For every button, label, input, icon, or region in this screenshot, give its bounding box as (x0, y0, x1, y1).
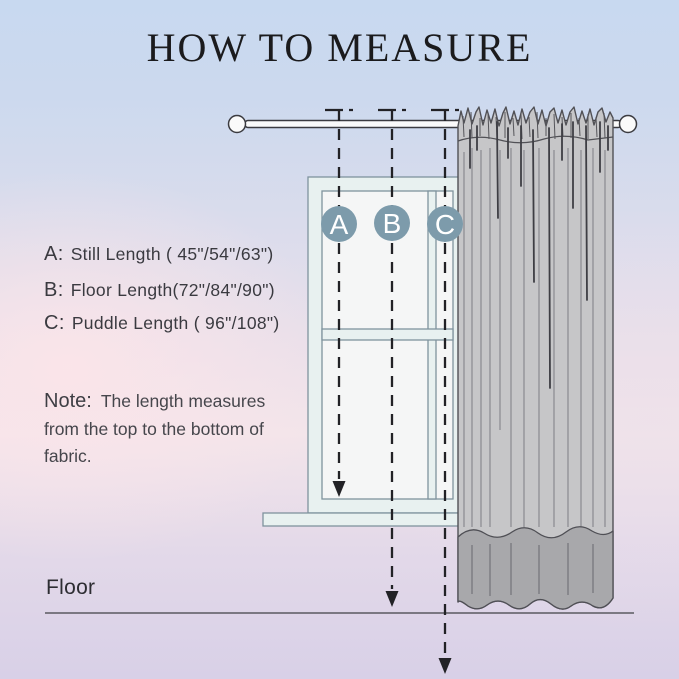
legend-text-c: Puddle Length ( 96"/108") (71, 313, 280, 333)
legend-row-still-length (44, 243, 274, 266)
note-block (44, 388, 304, 470)
legend-key-b: B: (44, 279, 64, 301)
legend-text-a: Still Length ( 45"/54"/63") (70, 244, 274, 264)
measure-markers (321, 205, 463, 242)
legend-row-floor-length (44, 279, 275, 302)
note-line1 (44, 388, 304, 416)
note-label: Note: (44, 390, 92, 412)
curtain (458, 107, 613, 609)
floor-label: Floor (46, 576, 96, 599)
legend-key-c: C: (44, 312, 65, 334)
window-sill (263, 513, 465, 526)
arrowhead-b-icon (386, 591, 399, 607)
rod-finial-left-icon (229, 116, 246, 133)
curtain-bottom-section (458, 527, 613, 609)
legend-row-puddle-length (44, 312, 280, 335)
marker-c-label: C (434, 209, 456, 240)
marker-a-label: A (329, 209, 349, 240)
rod-finial-right-icon (620, 116, 637, 133)
window-rail (322, 329, 453, 340)
marker-b-label: B (382, 208, 402, 239)
arrowhead-c-icon (439, 658, 452, 674)
page-title: HOW TO MEASURE (146, 25, 533, 70)
legend-text-b: Floor Length(72"/84"/90") (70, 280, 275, 300)
note-text-line1: The length measures (100, 391, 266, 411)
note-text-line2: from the top to the bottom of fabric. (44, 419, 264, 466)
legend-key-a: A: (44, 243, 64, 265)
